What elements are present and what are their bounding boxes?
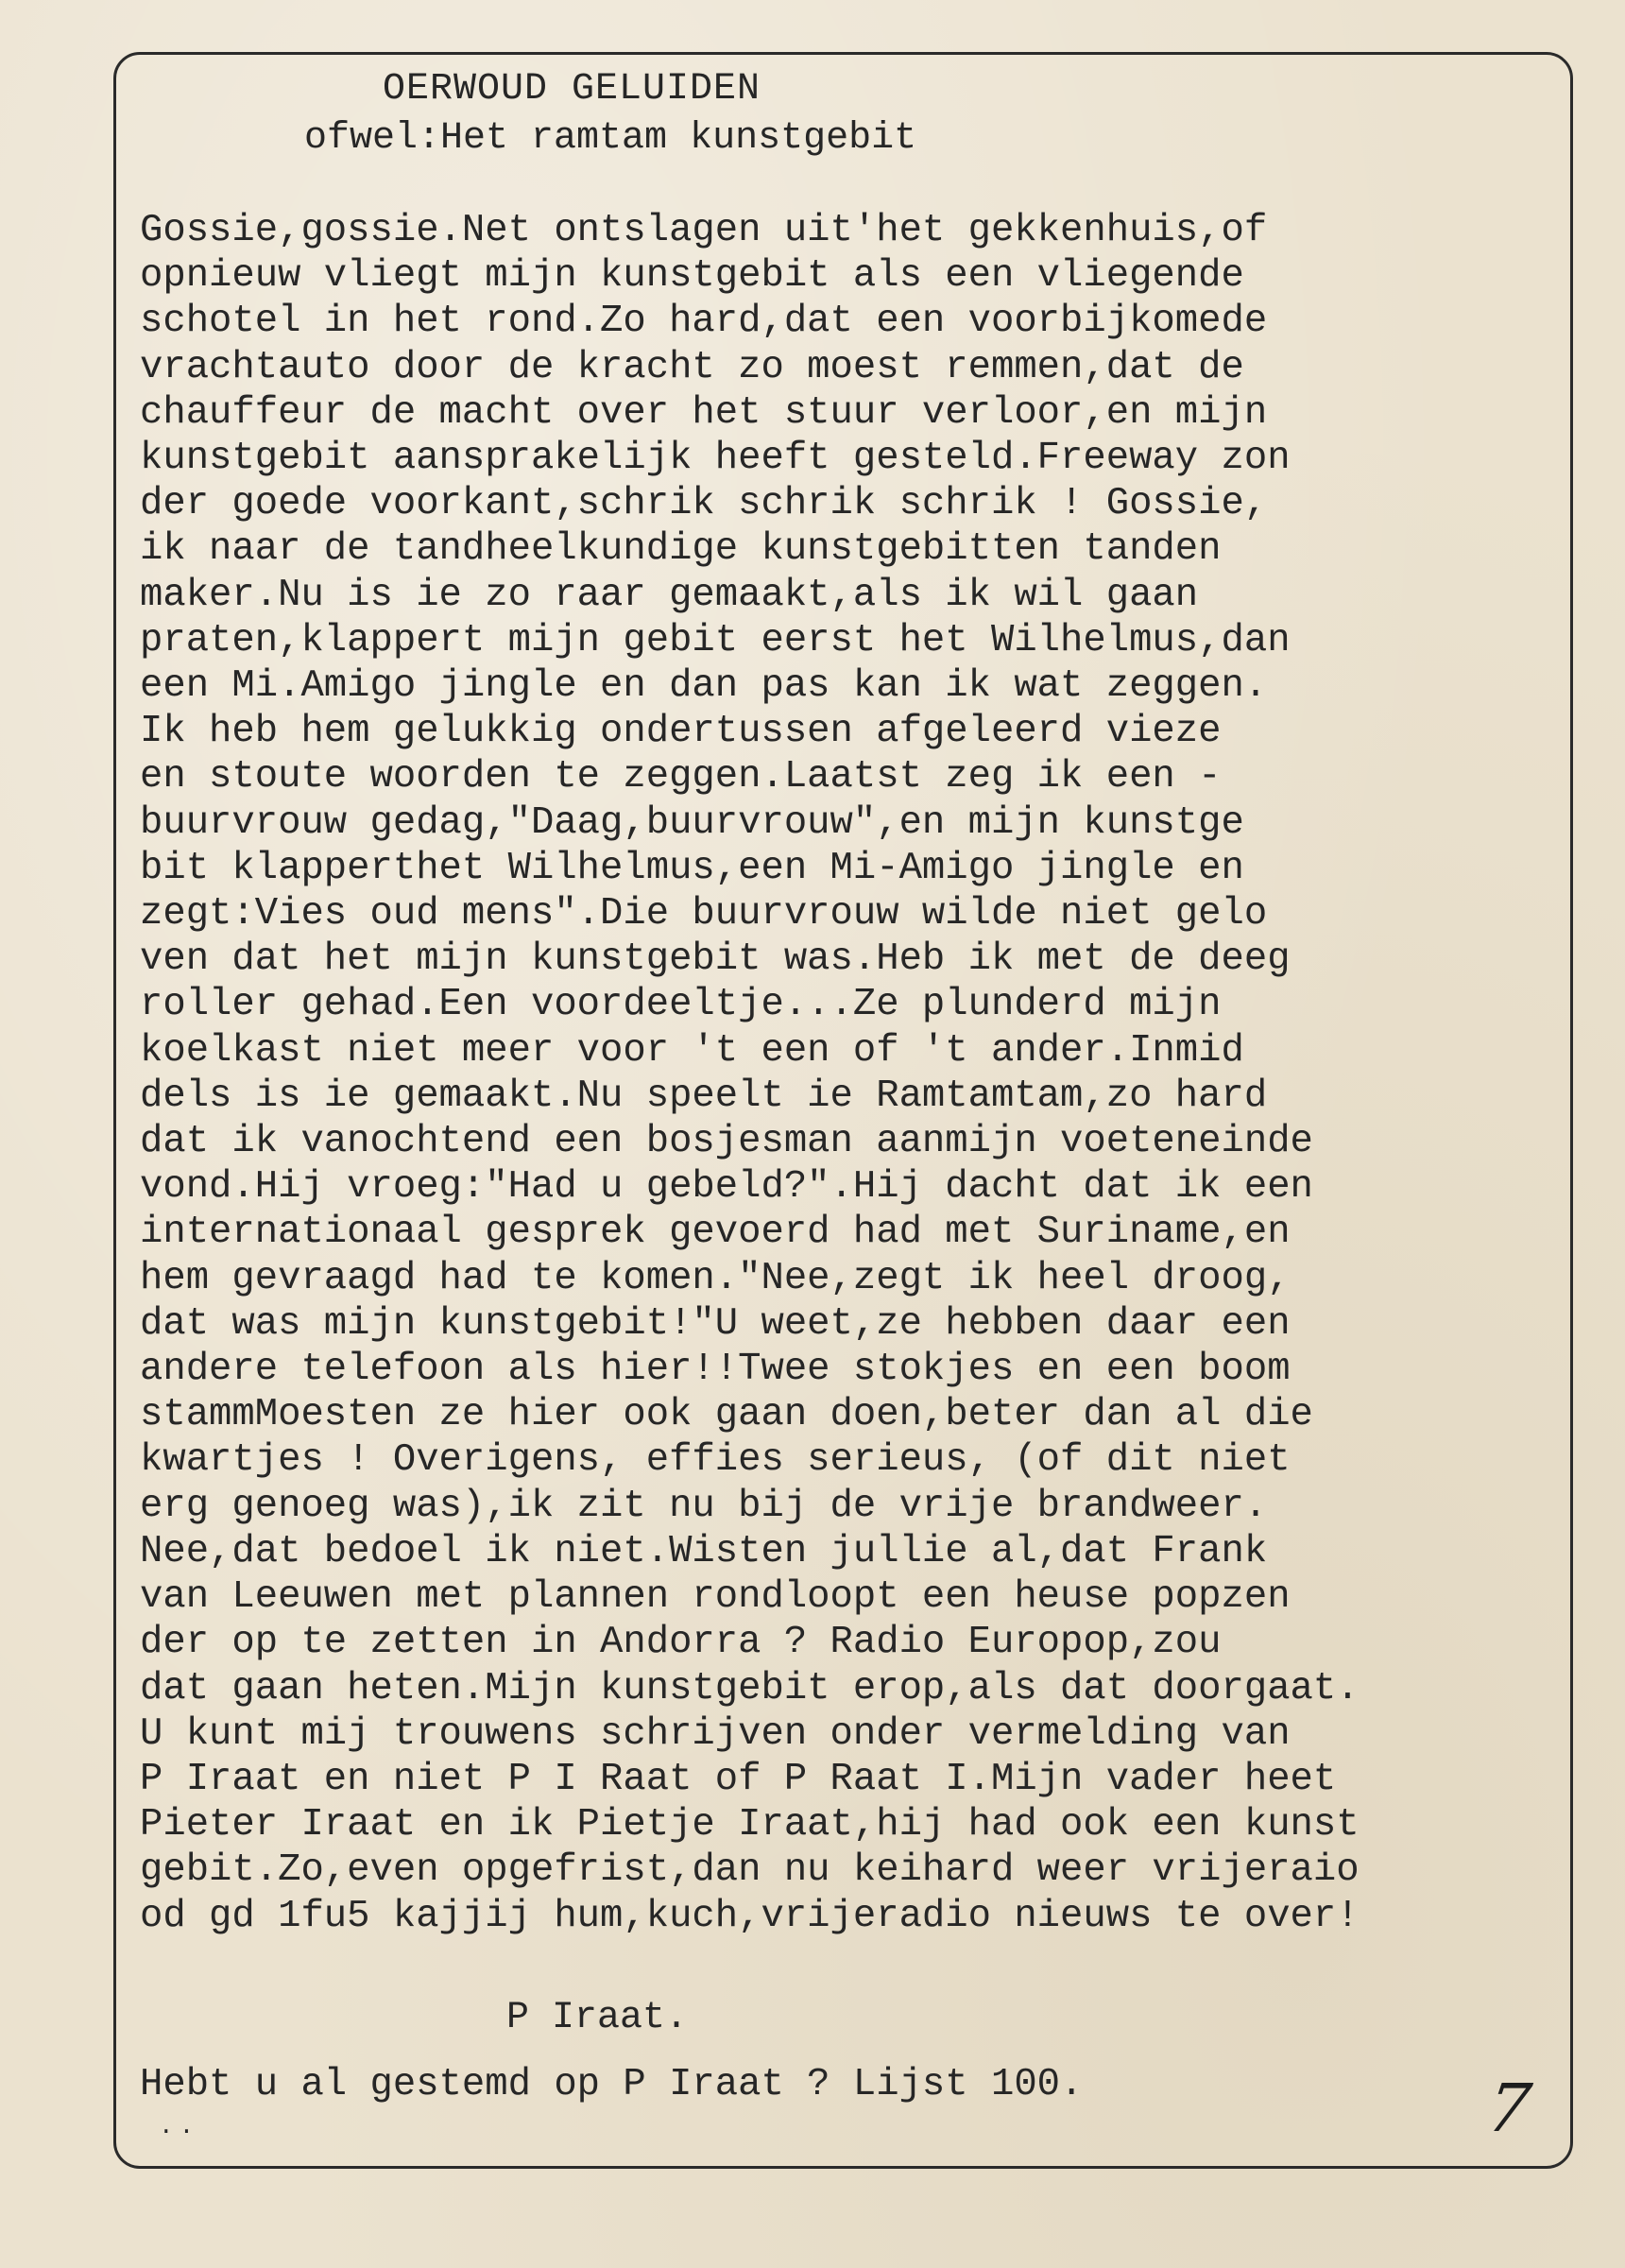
body-line: dat gaan heten.Mijn kunstgebit erop,als dat doorgaat. [140, 1666, 1360, 1710]
body-line: P Iraat en niet P I Raat of P Raat I.Mijn vader heet [140, 1757, 1337, 1801]
body-line: U kunt mij trouwens schrijven onder vermelding van [140, 1711, 1291, 1756]
body-line: maker.Nu is ie zo raar gemaakt,als ik wil gaan [140, 573, 1199, 617]
body-line: dat was mijn kunstgebit!"U weet,ze hebben daar een [140, 1301, 1291, 1346]
body-line: vrachtauto door de kracht zo moest remmen,dat de [140, 345, 1244, 389]
body-line: Pieter Iraat en ik Pietje Iraat,hij had ook een kunst [140, 1803, 1360, 1847]
article-body [140, 208, 1360, 1939]
body-line: zegt:Vies oud mens".Die buurvrouw wilde niet gelo [140, 892, 1268, 936]
body-line: od gd 1fu5 kajjij hum,kuch,vrijeradio nieuws te over! [140, 1894, 1360, 1938]
body-line: hem gevraagd had te komen."Nee,zegt ik heel droog, [140, 1256, 1291, 1300]
body-line: kwartjes ! Overigens, effies serieus, (of dit niet [140, 1438, 1291, 1483]
body-line: internationaal gesprek gevoerd had met Suriname,en [140, 1211, 1291, 1255]
body-line: stammMoesten ze hier ook gaan doen,beter dan al die [140, 1393, 1313, 1437]
body-line: chauffeur de macht over het stuur verloor,en mijn [140, 390, 1268, 435]
body-line: koelkast niet meer voor 't een of 't ander.Inmid [140, 1028, 1244, 1073]
body-line: Ik heb hem gelukkig ondertussen afgeleerd vieze [140, 710, 1222, 754]
body-line: dels is ie gemaakt.Nu speelt ie Ramtamtam,zo hard [140, 1074, 1268, 1118]
body-line: Nee,dat bedoel ik niet.Wisten jullie al,dat Frank [140, 1529, 1268, 1573]
body-line: dat ik vanochtend een bosjesman aanmijn voeteneinde [140, 1120, 1313, 1164]
page-number: 7 [1482, 2070, 1536, 2147]
body-line: een Mi.Amigo jingle en dan pas kan ik wat zeggen. [140, 664, 1268, 709]
body-line: en stoute woorden te zeggen.Laatst zeg ik een - [140, 755, 1222, 799]
body-line: Gossie,gossie.Net ontslagen uit'het gekkenhuis,of [140, 209, 1268, 252]
body-line: gebit.Zo,even opgefrist,dan nu keihard weer vrijeraio [140, 1848, 1360, 1893]
body-line: bit klapperthet Wilhelmus,een Mi-Amigo jingle en [140, 846, 1244, 890]
body-line: van Leeuwen met plannen rondloopt een heuse popzen [140, 1575, 1291, 1620]
body-line: kunstgebit aansprakelijk heeft gesteld.Freeway zon [140, 437, 1291, 481]
body-line: vond.Hij vroeg:"Had u gebeld?".Hij dacht dat ik een [140, 1165, 1313, 1210]
article-subtitle: ofwel:Het ramtam kunstgebit [304, 117, 917, 160]
body-line: der op te zetten in Andorra ? Radio Europop,zou [140, 1621, 1222, 1665]
body-line: schotel in het rond.Zo hard,dat een voorbijkomede [140, 300, 1268, 344]
body-line: der goede voorkant,schrik schrik schrik ! Gossie, [140, 482, 1268, 526]
body-line: erg genoeg was),ik zit nu bij de vrije brandweer. [140, 1484, 1268, 1528]
body-line: roller gehad.Een voordeeltje...Ze plunderd mijn [140, 983, 1222, 1027]
body-line: ven dat het mijn kunstgebit was.Heb ik met de deeg [140, 937, 1291, 982]
body-line: buurvrouw gedag,"Daag,buurvrouw",en mijn kunstge [140, 800, 1244, 845]
body-line: ik naar de tandheelkundige kunstgebitten tanden [140, 527, 1222, 572]
article-title: OERWOUD GELUIDEN [383, 68, 761, 111]
signature: P Iraat. [506, 1997, 689, 2039]
body-line: opnieuw vliegt mijn kunstgebit als een vliegende [140, 254, 1244, 299]
body-line: praten,klappert mijn gebit eerst het Wilhelmus,dan [140, 618, 1291, 662]
body-line: andere telefoon als hier!!Twee stokjes en een boom [140, 1348, 1291, 1392]
footer-line: Hebt u al gestemd op P Iraat ? Lijst 100. [140, 2063, 1084, 2106]
footer-dots: .. [159, 2112, 200, 2140]
